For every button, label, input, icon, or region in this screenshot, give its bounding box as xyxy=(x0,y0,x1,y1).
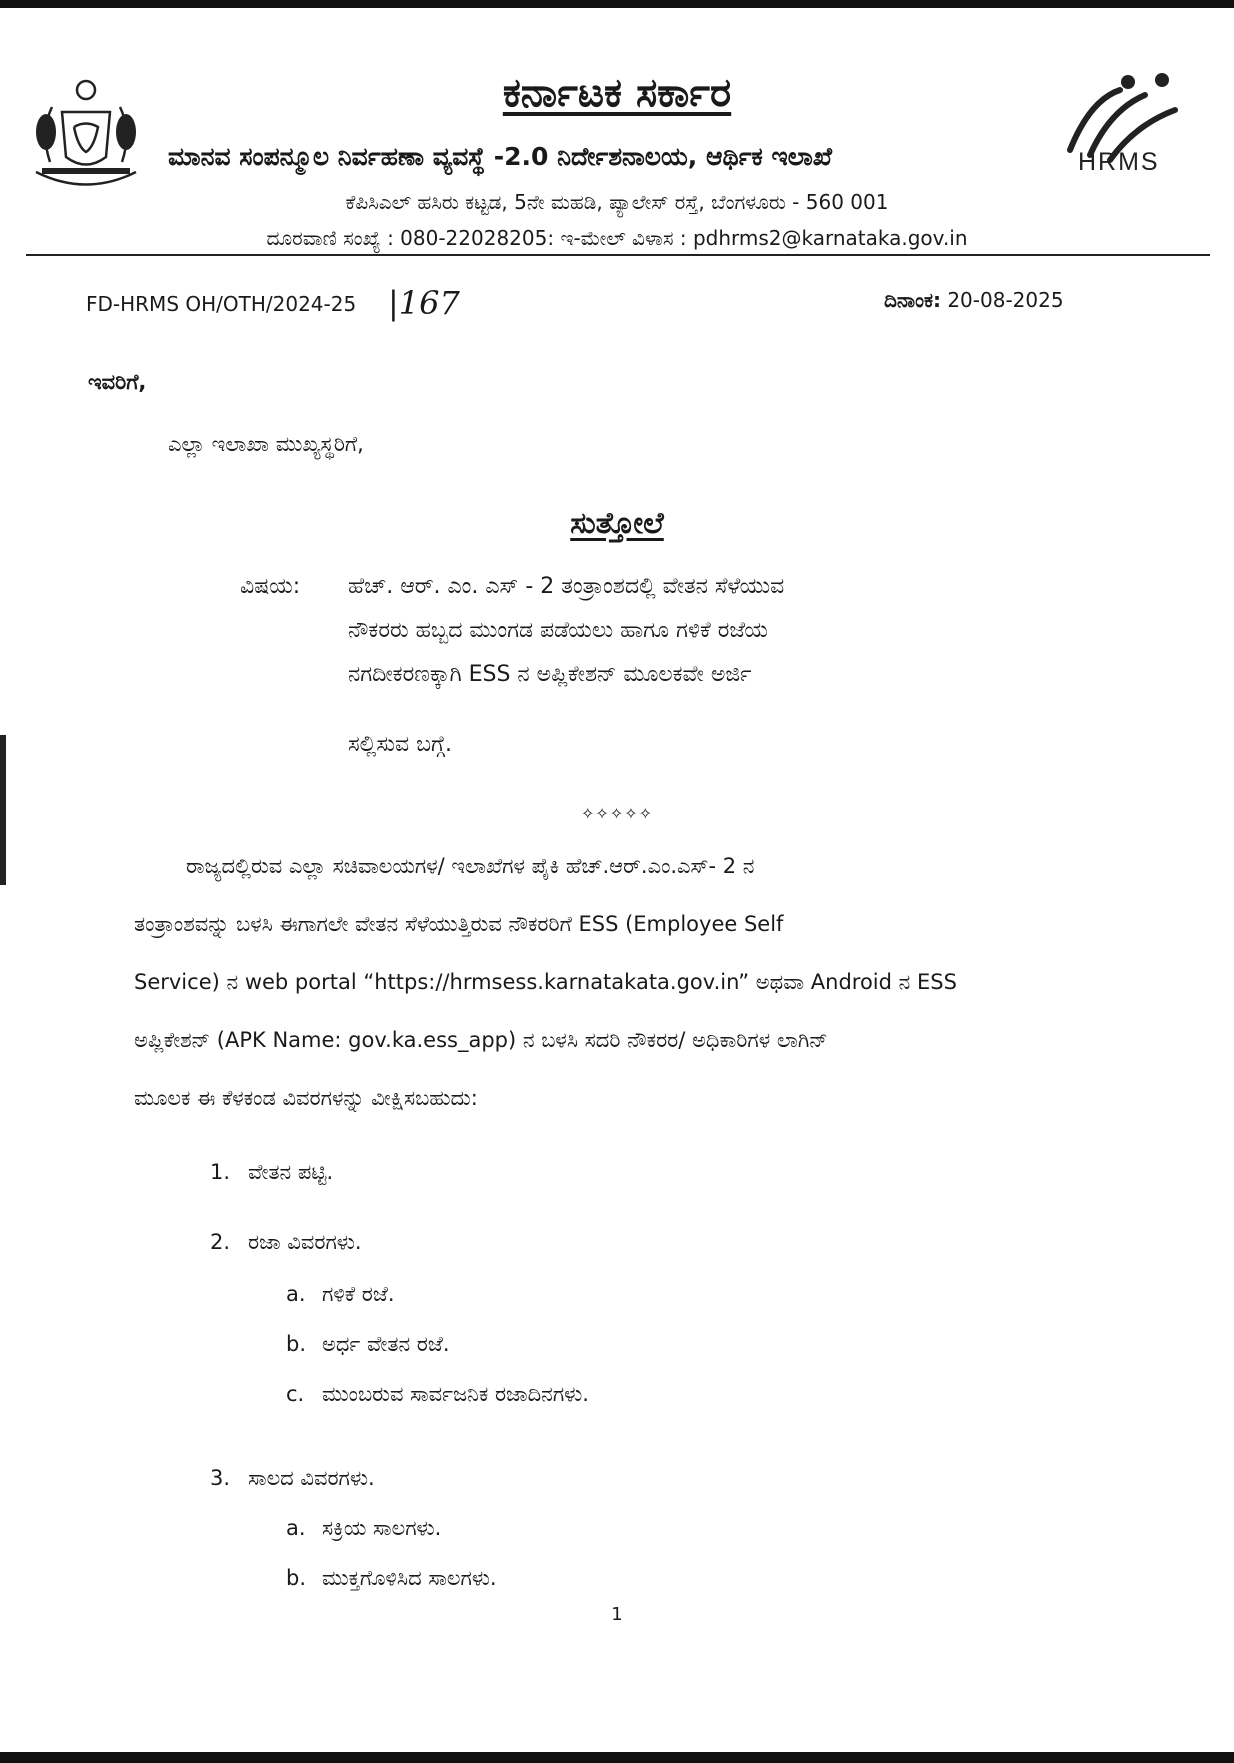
page-number: 1 xyxy=(611,1604,623,1625)
list-item: ವೇತನ ಪಟ್ಟಿ. xyxy=(248,1160,334,1184)
sub-item-number: c. xyxy=(286,1382,305,1406)
list-item: ಸಾಲದ ವಿವರಗಳು. xyxy=(248,1466,375,1490)
list-item-number: 1. xyxy=(210,1160,231,1184)
hrms-logo-text: HRMS xyxy=(1078,148,1160,176)
scan-border-bottom xyxy=(0,1752,1234,1763)
sub-item-number: b. xyxy=(286,1332,307,1356)
subject-label: ವಿಷಯ: xyxy=(240,574,301,599)
subject-line: ನೌಕರರು ಹಬ್ಬದ ಮುಂಗಡ ಪಡೆಯಲು ಹಾಗೂ ಗಳಿಕೆ ರಜೆಯ xyxy=(348,618,768,643)
salutation: ಇವರಿಗೆ, xyxy=(88,370,147,394)
sub-item-number: a. xyxy=(286,1282,306,1306)
body-line: Service) ನ web portal “https://hrmsess.karnatakata.gov.in” ಅಥವಾ Android ನ ESS xyxy=(134,970,957,994)
list-item: ರಜಾ ವಿವರಗಳು. xyxy=(248,1230,362,1254)
government-title: ಕರ್ನಾಟಕ ಸರ್ಕಾರ xyxy=(502,70,732,116)
body-line: ಮೂಲಕ ಈ ಕೆಳಕಂಡ ವಿವರಗಳನ್ನು ವೀಕ್ಷಿಸಬಹುದು: xyxy=(134,1086,478,1110)
letter-date: ದಿನಾಂಕ: 20-08-2025 xyxy=(884,288,1064,312)
sub-item: ಸಕ್ರಿಯ ಸಾಲಗಳು. xyxy=(322,1516,442,1540)
sub-item: ಅರ್ಧ ವೇತನ ರಜೆ. xyxy=(322,1332,450,1356)
header-divider xyxy=(26,254,1210,256)
department-name: ಮಾನವ ಸಂಪನ್ಮೂಲ ನಿರ್ವಹಣಾ ವ್ಯವಸ್ಥೆ -2.0 ನಿರ್ದೇಶನಾಲಯ, ಆರ್ಥಿಕ ಇಲಾಖೆ xyxy=(168,142,832,171)
scan-border-top xyxy=(0,0,1234,8)
subject-line: ಸಲ್ಲಿಸುವ ಬಗ್ಗೆ. xyxy=(348,732,453,757)
sub-item-number: b. xyxy=(286,1566,307,1590)
addressee: ಎಲ್ಲಾ ಇಲಾಖಾ ಮುಖ್ಯಸ್ಥರಿಗೆ, xyxy=(168,432,364,456)
list-item-number: 3. xyxy=(210,1466,231,1490)
handwritten-number: |167 xyxy=(388,284,460,322)
body-line: ಅಪ್ಲಿಕೇಶನ್ (APK Name: gov.ka.ess_app) ನ ಬಳಸಿ ಸದರಿ ನೌಕರರ/ ಅಧಿಕಾರಿಗಳ ಲಾಗಿನ್ xyxy=(134,1028,828,1052)
subject-line: ನಗದೀಕರಣಕ್ಕಾಗಿ ESS ನ ಅಪ್ಲಿಕೇಶನ್ ಮೂಲಕವೇ ಅರ್ಜಿ xyxy=(348,662,752,687)
contact-info: ದೂರವಾಣಿ ಸಂಖ್ಯೆ : 080-22028205: ಇ-ಮೇಲ್ ವಿಳಾಸ : pdhrms2@karnataka.gov.in xyxy=(266,226,968,250)
sub-item: ಗಳಿಕೆ ರಜೆ. xyxy=(322,1282,395,1306)
section-separator: ✧✧✧✧✧ xyxy=(580,804,654,823)
circular-title: ಸುತ್ತೋಲೆ xyxy=(570,506,664,541)
body-line: ತಂತ್ರಾಂಶವನ್ನು ಬಳಸಿ ಈಗಾಗಲೇ ವೇತನ ಸೆಳೆಯುತ್ತಿರುವ ನೌಕರರಿಗೆ ESS (Employee Self xyxy=(134,912,784,936)
sub-item: ಮುಕ್ತಗೊಳಿಸಿದ ಸಾಲಗಳು. xyxy=(322,1566,497,1590)
sub-item: ಮುಂಬರುವ ಸಾರ್ವಜನಿಕ ರಜಾದಿನಗಳು. xyxy=(322,1382,589,1406)
sub-item-number: a. xyxy=(286,1516,306,1540)
list-item-number: 2. xyxy=(210,1230,231,1254)
office-address: ಕೆಪಿಸಿಎಲ್ ಹಸಿರು ಕಟ್ಟಡ, 5ನೇ ಮಹಡಿ, ಪ್ಯಾಲೇಸ್ ರಸ್ತೆ, ಬೆಂಗಳೂರು - 560 001 xyxy=(345,190,889,214)
subject-line: ಹೆಚ್. ಆರ್. ಎಂ. ಎಸ್ - 2 ತಂತ್ರಾಂಶದಲ್ಲಿ ವೇತನ ಸೆಳೆಯುವ xyxy=(348,574,785,599)
body-line: ರಾಜ್ಯದಲ್ಲಿರುವ ಎಲ್ಲಾ ಸಚಿವಾಲಯಗಳ/ ಇಲಾಖೆಗಳ ಪೈಕಿ ಹೆಚ್.ಆರ್.ಎಂ.ಎಸ್- 2 ನ xyxy=(186,854,755,878)
reference-number: FD-HRMS OH/OTH/2024-25 xyxy=(86,292,357,316)
